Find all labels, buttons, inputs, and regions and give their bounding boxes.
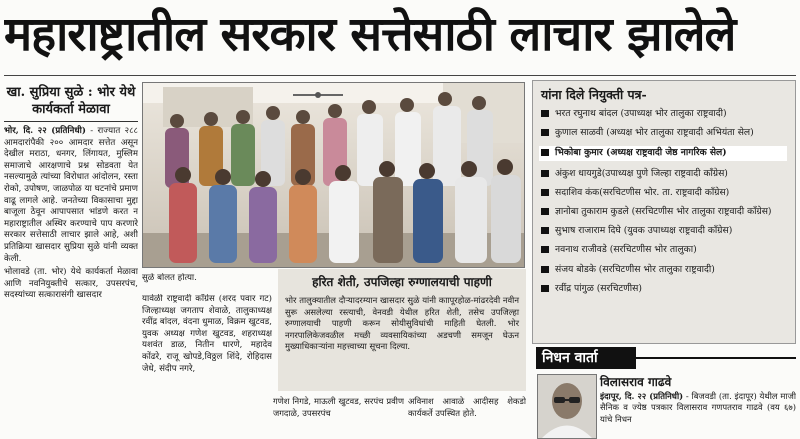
middle-col-2: यावेळी राष्ट्रवादी काँग्रेस (शरद पवार गट) जिल्हाध्यक्ष जगताप शेवाळे, तालुकाध्यक्ष रवींद्र बांदल, वंदना धुमाळ, विक्रम खुटवड, युवक अध्यक्ष गणेश खुटवड, शहराध्यक्ष यशवंत डाळ, नितीन धारणे, महादेव कोंढरे, राजू खोपडे,विठ्ठल शिंदे, रोहिदास जेधे, संदीप नगरे,: [142, 294, 272, 374]
left-dateline: भोर, दि. २२ (प्रतिनिधी): [4, 126, 86, 136]
square-bullet-icon: [541, 227, 549, 234]
left-column: [4, 84, 138, 437]
appointment-item: अंकुश धायगुडे(उपाध्यक्ष पुणे जिल्हा राष्ट्रवादी काँग्रेस): [541, 168, 787, 180]
caption-title: हरित शेती, उपजिल्हा रुग्णालयाची पाहणी: [312, 275, 492, 289]
caption-box: [278, 269, 526, 391]
headline-rule: [4, 75, 796, 76]
obituary-photo: [537, 374, 597, 439]
left-body: [4, 126, 138, 302]
appointments-list: [541, 108, 787, 295]
appointment-item: संजय बोडके (सरचिटणीस भोर तालुका राष्ट्रवादी): [541, 264, 787, 276]
appointment-item: भिकोबा कुमार (अध्यक्ष राष्ट्रवादी जेष्ठ नागरिक सेल): [539, 146, 787, 160]
square-bullet-icon: [541, 189, 549, 196]
left-body-text: - राज्यात २८८ आमदारांपैकी २०० आमदार सत्तेत असून देखील मराठा, धनगर, लिंगायत, मुस्लिम समाजाचे आरक्षणाचे प्रश्न सोडवता येत नसल्यामुळे त्यांच्या विरोधात आंदोलन, रस्ता रोको, उपोषण, जाळपोळ या घटनांचे प्रमाण वाढू लागले आहे. जनतेच्या विकासाचा मुद्दा बाजूला ठेवून आपापसात भांडणे करत न महाराष्ट्रातील अस्थिर करण्याचे पाप करणारे सरकार सत्तेसाठी लाचार झाले आहे, अशी प्रतिक्रिया खासदार सुप्रिया सुळे यांनी व्यक्त केली.: [4, 126, 138, 264]
person-portrait-icon: [538, 375, 596, 438]
square-bullet-icon: [541, 110, 549, 117]
obituary-rule: [636, 357, 796, 359]
event-photo: [142, 82, 525, 268]
appointments-title: यांना दिले नियुक्ती पत्र-: [541, 87, 647, 102]
headline-text: महाराष्ट्रातील सरकार सत्तेसाठी लाचार झालेले: [4, 7, 736, 62]
middle-col-1: सुळे बोलत होत्या.: [142, 273, 197, 283]
left-body-text-2: भोलावडे (ता. भोर) येथे कार्यकर्ता मेळावा आणि नवनियुक्तीचे सत्कार, उपसरपंच, सदस्यांच्या सत्कारासंगी खासदार: [4, 267, 138, 301]
middle-bottom-2: अविनाश आवाळे आदीसह शेकडो कार्यकर्ते उपस्थित होते.: [408, 396, 526, 418]
obituary-body: - बिजवडी (ता. इंदापूर) येथील माजी सैनिक व ज्येष्ठ पत्रकार विलासराव गणपतराव गाढवे (वय ६७) यांचे निधन: [600, 391, 796, 424]
appointments-panel: [532, 80, 796, 344]
square-bullet-icon: [541, 285, 549, 292]
middle-bottom-1: गणेश निगडे, माऊली खुटवड, सरपंच प्रवीण जगदाळे, उपसरपंच: [273, 396, 404, 418]
square-bullet-icon: [541, 208, 549, 215]
square-bullet-icon: [541, 246, 549, 253]
obituary-name: विलासराव गाढवे: [600, 375, 672, 389]
appointment-item: सदाशिव कंक(सरचिटणीस भोर. ता. राष्ट्रवादी काँग्रेस): [541, 187, 787, 199]
appointment-item: सुभाष राजाराम दिघे (युवक उपाध्यक्ष राष्ट्रवादी काँग्रेस): [541, 225, 787, 237]
appointment-item: रवींद्र पांगुळ (सरचिटणीस): [541, 283, 787, 295]
appointment-item: नवनाथ राजीवडे (सरचिटणीस भोर तालुका): [541, 244, 787, 256]
caption-text: भोर तालुक्यातील दौऱ्यादरम्यान खासदार सुळे यांनी काापूरहोळ-मांढरदेवी नवीन सुरू असलेल्या रस्त्याची, वेनवडी येथील हरित शेती, तसेच उपजिल्हा रुग्णालयाची पाहणी करून सोयीसुविधांची माहिती घेतली. भोर नगरपालिकेजवळील मच्छी व्यवसायिकांच्या अडचणी समजून घेऊन मुख्याधिकाऱ्यांना महत्त्वाच्या सूचना दिल्या.: [285, 295, 519, 352]
square-bullet-icon: [541, 149, 549, 156]
appointment-item: भरत रघुनाथ बांदल (उपाध्यक्ष भोर तालुका राष्ट्रवादी): [541, 108, 787, 120]
square-bullet-icon: [541, 170, 549, 177]
obituary-header: [536, 347, 636, 369]
square-bullet-icon: [541, 129, 549, 136]
left-subhead: खा. सुप्रिया सुळे : भोर येथे कार्यकर्ता मेळावा: [4, 84, 138, 122]
obituary-dateline: इंदापूर, दि. २२ (प्रतिनिधी): [600, 391, 684, 401]
event-photo-illustration: [143, 83, 524, 267]
headline: [4, 0, 796, 74]
appointment-item: ज्ञानोबा तुकाराम कुडले (सरचिटणीस भोर तालुका राष्ट्रवादी काँग्रेस): [541, 206, 787, 218]
appointment-item: कुणाल साळवी (अध्यक्ष भोर तालुका राष्ट्रवादी अभियंता सेल): [541, 127, 787, 139]
obituary-header-text: निधन वार्ता: [542, 350, 598, 366]
obituary-text: [600, 391, 796, 437]
square-bullet-icon: [541, 266, 549, 273]
